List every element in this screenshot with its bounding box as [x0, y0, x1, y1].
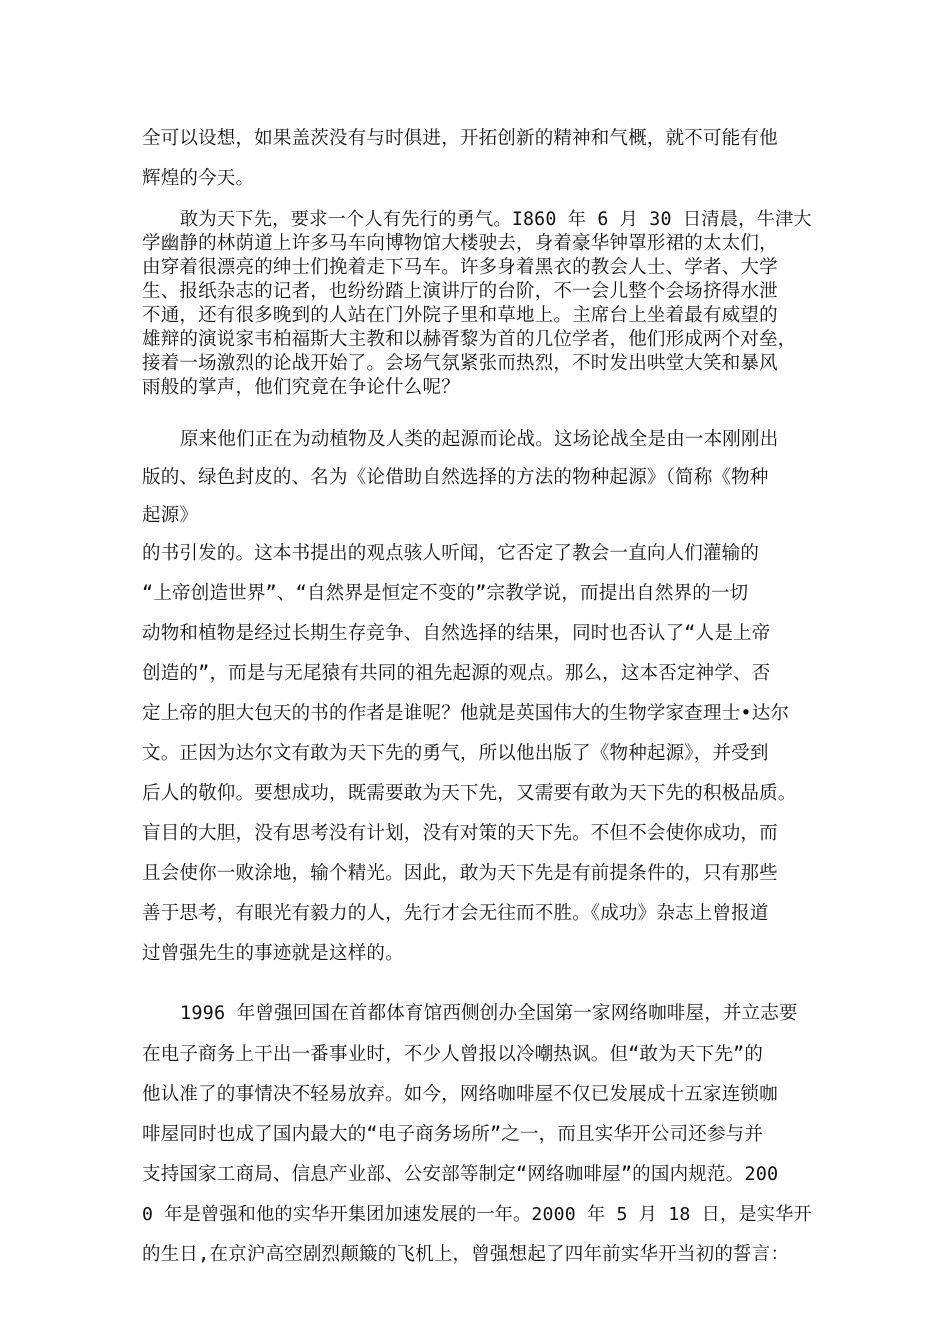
paragraph-3-line-2: 版的、绿色封皮的、名为《论借助自然选择的方法的物种起源》（简称《物种	[142, 467, 769, 488]
paragraph-4-line-1: 1996 年曾强回国在首都体育馆西侧创办全国第一家网络咖啡屋，并立志要	[180, 1003, 798, 1024]
paragraph-3-line-9: 文。正因为达尔文有敢为天下先的勇气，所以他出版了《物种起源》，并受到	[142, 743, 769, 764]
paragraph-3-line-14: 过曾强先生的事迹就是这样的。	[142, 943, 404, 964]
paragraph-2-line-3: 由穿着很漂亮的绅士们挽着走下马车。许多身着黑衣的教会人士、学者、大学	[142, 257, 778, 278]
paragraph-3-line-10: 后人的敬仰。要想成功，既需要敢为天下先，又需要有敢为天下先的积极品质。	[142, 783, 797, 804]
paragraph-3-line-3: 起源》	[142, 505, 199, 526]
paragraph-4-line-7: 的生日,在京沪高空剧烈颠簸的飞机上，曾强想起了四年前实华开当初的誓言：	[142, 1244, 790, 1265]
paragraph-4-line-6: 0 年是曾强和他的实华开集团加速发展的一年。2000 年 5 月 18 日，是实华开	[142, 1204, 812, 1225]
paragraph-2-line-8: 雨般的掌声，他们究竟在争论什么呢？	[142, 377, 460, 398]
paragraph-3-line-13: 善于思考，有眼光有毅力的人，先行才会无往而不胜。《成功》杂志上曾报道	[142, 903, 769, 924]
paragraph-3-line-8: 定上帝的胆大包天的书的作者是谁呢？他就是英国伟大的生物学家查理士•达尔	[142, 703, 790, 724]
paragraph-4-line-2: 在电子商务上干出一番事业时，不少人曾报以冷嘲热讽。但“敢为天下先”的	[142, 1044, 764, 1065]
paragraph-4-line-4: 啡屋同时也成了国内最大的“电子商务场所”之一，而且实华开公司还参与并	[142, 1124, 764, 1145]
paragraph-2-line-6: 雄辩的演说家韦柏福斯大主教和以赫胥黎为首的几位学者，他们形成两个对垒，	[142, 329, 797, 350]
paragraph-3-line-7: 创造的”，而是与无尾猿有共同的祖先起源的观点。那么，这本否定神学、否	[142, 663, 771, 684]
paragraph-4-line-3: 他认准了的事情决不轻易放弃。如今，网络咖啡屋不仅已发展成十五家连锁咖	[142, 1084, 778, 1105]
paragraph-3-line-12: 且会使你一败涂地，输个精光。因此，敢为天下先是有前提条件的，只有那些	[142, 863, 778, 884]
paragraph-2-line-7: 接着一场激烈的论战开始了。会场气氛紧张而热烈，不时发出哄堂大笑和暴风	[142, 353, 778, 374]
paragraph-1-line-1: 全可以设想，如果盖茨没有与时俱进，开拓创新的精神和气概，就不可能有他	[142, 128, 778, 149]
paragraph-3-line-11: 盲目的大胆，没有思考没有计划，没有对策的天下先。不但不会使你成功，而	[142, 823, 778, 844]
paragraph-2-line-5: 不通，还有很多晚到的人站在门外院子里和草地上。主席台上坐着最有威望的	[142, 305, 778, 326]
paragraph-2-line-1: 敢为天下先，要求一个人有先行的勇气。I860 年 6 月 30 日清晨，牛津大	[180, 209, 812, 230]
paragraph-3-line-4: 的书引发的。这本书提出的观点骇人听闻，它否定了教会一直向人们灌输的	[142, 543, 760, 564]
paragraph-3-line-1: 原来他们正在为动植物及人类的起源而论战。这场论战全是由一本刚刚出	[180, 429, 779, 450]
paragraph-3-line-5: “上帝创造世界”、“自然界是恒定不变的”宗教学说，而提出自然界的一切	[142, 583, 749, 604]
paragraph-4-line-5: 支持国家工商局、信息产业部、公安部等制定“网络咖啡屋”的国内规范。200	[142, 1164, 779, 1185]
paragraph-2-line-2: 学幽静的林荫道上许多马车向博物馆大楼驶去，身着豪华钟罩形裙的太太们，	[142, 233, 778, 254]
paragraph-2-line-4: 生、报纸杂志的记者，也纷纷踏上演讲厅的台阶，不一会儿整个会场挤得水泄	[142, 281, 778, 302]
paragraph-3-line-6: 动物和植物是经过长期生存竞争、自然选择的结果，同时也否认了“人是上帝	[142, 623, 771, 644]
paragraph-1-line-2: 辉煌的今天。	[142, 168, 255, 189]
